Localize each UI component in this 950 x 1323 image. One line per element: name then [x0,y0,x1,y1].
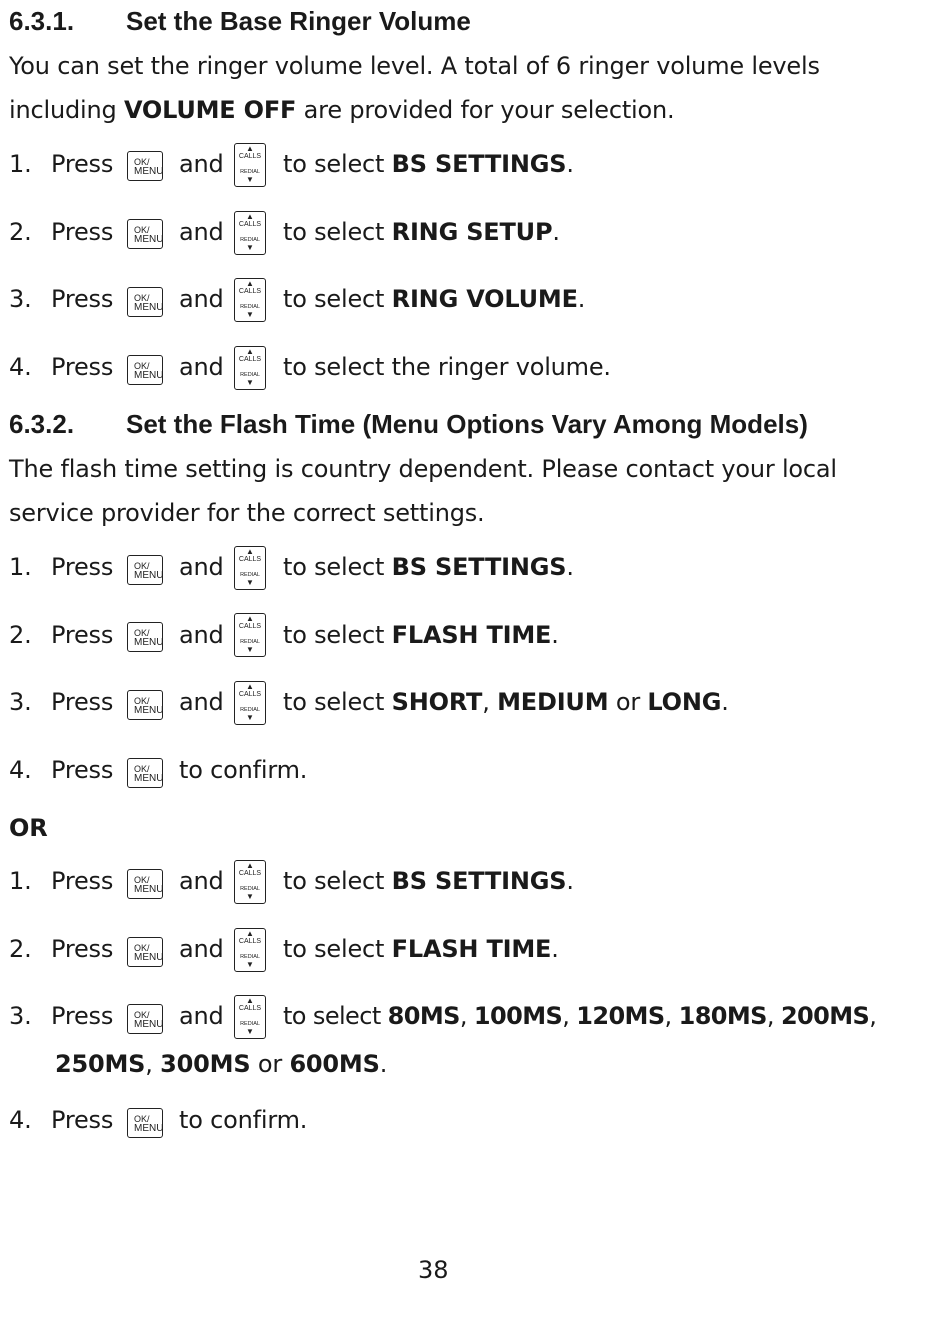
step-text-continued: 250MS, 300MS or 600MS. [55,1050,388,1078]
and-label: and [179,353,224,381]
step-text: to select FLASH TIME. [283,935,559,963]
step-number: 2. [9,218,32,246]
step-number: 1. [9,150,32,178]
press-label: Press [51,935,114,963]
intro-text: You can set the ringer volume level. A total of 6 ringer volume levels [9,52,820,80]
calls-redial-key-icon: ▲ CALLS REDIAL ▼ [234,860,266,904]
step-number: 4. [9,1106,32,1134]
step-number: 3. [9,1002,32,1030]
ok-menu-key-icon: OK/ MENU [127,1108,163,1138]
step-text: to select RING VOLUME. [283,285,586,313]
calls-redial-key-icon: ▲ CALLS REDIAL ▼ [234,613,266,657]
press-label: Press [51,867,114,895]
step-text: to select BS SETTINGS. [283,150,574,178]
press-label: Press [51,1002,114,1030]
step-number: 4. [9,353,32,381]
step-text: to select BS SETTINGS. [283,553,574,581]
press-label: Press [51,553,114,581]
step-number: 3. [9,285,32,313]
section-title: Set the Base Ringer Volume [126,6,471,36]
ok-menu-key-icon: OK/ MENU [127,937,163,967]
ok-menu-key-icon: OK/ MENU [127,219,163,249]
ok-menu-key-icon: OK/ MENU [127,555,163,585]
and-label: and [179,935,224,963]
press-label: Press [51,218,114,246]
intro-text: including VOLUME OFF are provided for your selection. [9,96,675,124]
ok-menu-key-icon: OK/ MENU [127,869,163,899]
step-text: to confirm. [179,1106,308,1134]
step-number: 4. [9,756,32,784]
press-label: Press [51,150,114,178]
step-number: 1. [9,553,32,581]
section-number: 6.3.1. [9,6,75,36]
or-label: OR [9,814,48,842]
ok-menu-key-icon: OK/ MENU [127,758,163,788]
step-number: 3. [9,688,32,716]
and-label: and [179,688,224,716]
ok-menu-key-icon: OK/ MENU [127,287,163,317]
and-label: and [179,553,224,581]
press-label: Press [51,1106,114,1134]
press-label: Press [51,756,114,784]
calls-redial-key-icon: ▲ CALLS REDIAL ▼ [234,546,266,590]
intro-text: The flash time setting is country dependent. Please contact your local [9,455,837,483]
step-number: 2. [9,621,32,649]
step-text: to select SHORT, MEDIUM or LONG. [283,688,729,716]
and-label: and [179,621,224,649]
press-label: Press [51,621,114,649]
and-label: and [179,867,224,895]
step-text: to confirm. [179,756,308,784]
step-text: to select the ringer volume. [283,353,611,381]
press-label: Press [51,285,114,313]
calls-redial-key-icon: ▲ CALLS REDIAL ▼ [234,681,266,725]
page-number: 38 [418,1256,449,1284]
ok-menu-key-icon: OK/ MENU [127,622,163,652]
calls-redial-key-icon: ▲ CALLS REDIAL ▼ [234,995,266,1039]
step-text: to select RING SETUP. [283,218,560,246]
calls-redial-key-icon: ▲ CALLS REDIAL ▼ [234,346,266,390]
section-number: 6.3.2. [9,409,75,439]
step-text: to select 80MS, 100MS, 120MS, 180MS, 200MS, [283,1002,877,1030]
press-label: Press [51,688,114,716]
calls-redial-key-icon: ▲ CALLS REDIAL ▼ [234,211,266,255]
step-number: 2. [9,935,32,963]
calls-redial-key-icon: ▲ CALLS REDIAL ▼ [234,278,266,322]
step-text: to select BS SETTINGS. [283,867,574,895]
calls-redial-key-icon: ▲ CALLS REDIAL ▼ [234,928,266,972]
and-label: and [179,218,224,246]
calls-redial-key-icon: ▲ CALLS REDIAL ▼ [234,143,266,187]
ok-menu-key-icon: OK/ MENU [127,1004,163,1034]
and-label: and [179,150,224,178]
intro-text: service provider for the correct settings. [9,499,485,527]
ok-menu-key-icon: OK/ MENU [127,355,163,385]
ok-menu-key-icon: OK/ MENU [127,690,163,720]
section-title: Set the Flash Time (Menu Options Vary Among Models) [126,409,808,439]
step-number: 1. [9,867,32,895]
and-label: and [179,1002,224,1030]
ok-menu-key-icon: OK/ MENU [127,151,163,181]
press-label: Press [51,353,114,381]
and-label: and [179,285,224,313]
step-text: to select FLASH TIME. [283,621,559,649]
